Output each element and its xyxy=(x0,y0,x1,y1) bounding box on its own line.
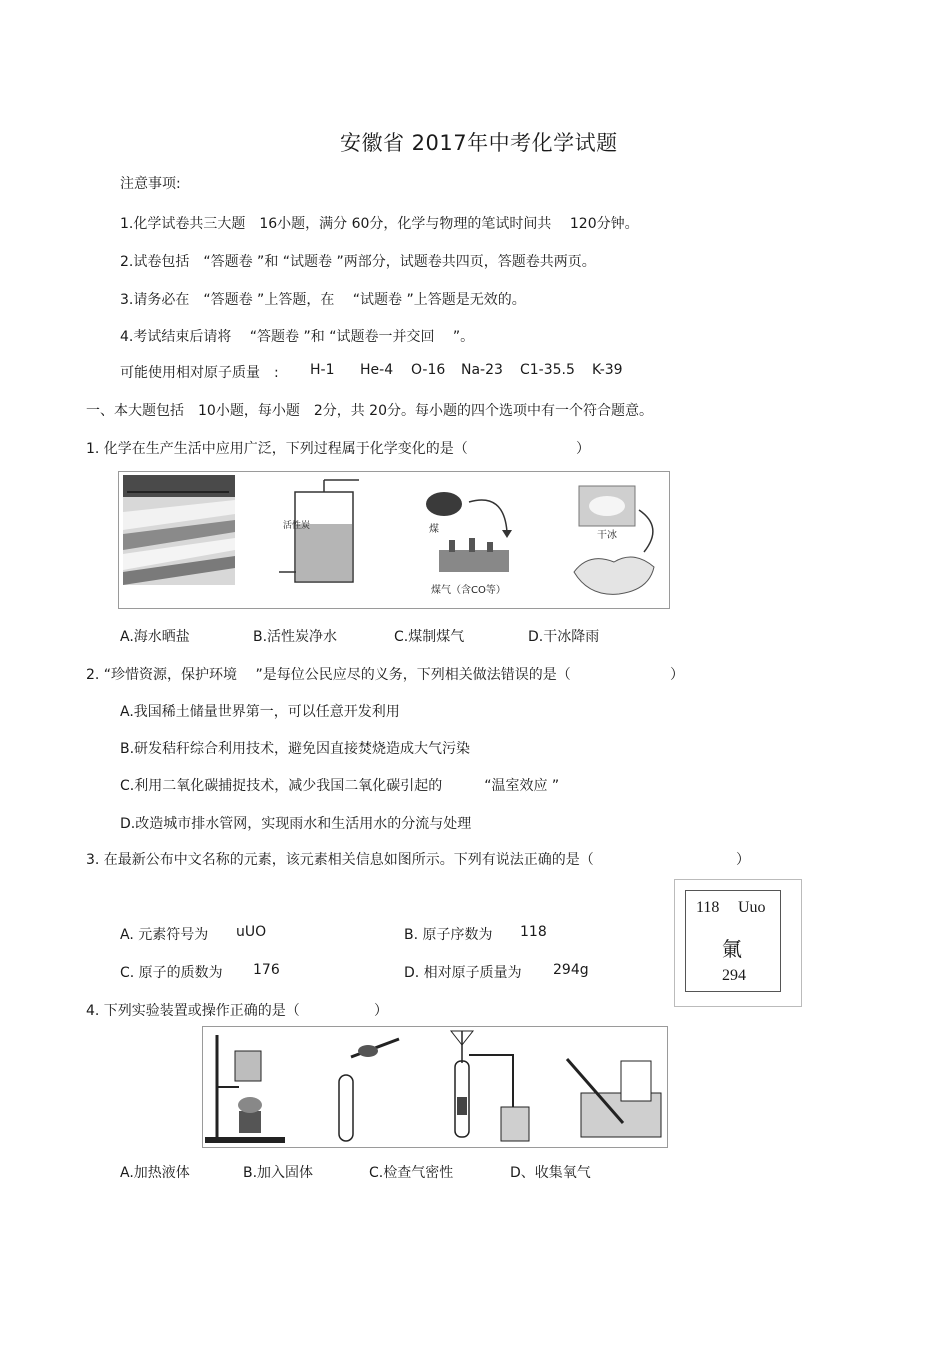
element-mass: 294 xyxy=(722,967,746,984)
coal-label: 煤 xyxy=(429,524,439,535)
q3-option-d-value: 294g xyxy=(553,962,589,978)
q3-option-d-label: D. 相对原子质量为 xyxy=(404,965,522,981)
q1-stem: 1. 化学在生产生活中应用广泛，下列过程属于化学变化的是（ xyxy=(86,441,468,457)
atomic-mass-h: H-1 xyxy=(310,362,335,378)
atomic-mass-o: O-16 xyxy=(411,362,446,378)
q1-option-b: B.活性炭净水 xyxy=(253,629,338,645)
q1-option-c: C.煤制煤气 xyxy=(394,629,465,645)
coal-gas-label: 煤气（含CO等） xyxy=(431,585,506,596)
q3-option-a-label: A. 元素符号为 xyxy=(120,927,209,943)
q4-figure xyxy=(202,1026,668,1148)
q2-option-d: D.改造城市排水管网，实现雨水和生活用水的分流与处理 xyxy=(120,816,472,832)
q1-option-d: D.干冰降雨 xyxy=(528,629,600,645)
q1-option-a: A.海水晒盐 xyxy=(120,629,190,645)
page-title: 安徽省 2017年中考化学试题 xyxy=(340,131,618,155)
atomic-mass-he: He-4 xyxy=(360,362,394,378)
note-item-1: 1.化学试卷共三大题 16小题，满分 60分，化学与物理的笔试时间共 120分钟。 xyxy=(120,216,639,232)
q3-option-b-label: B. 原子序数为 xyxy=(404,927,493,943)
q4-option-a: A.加热液体 xyxy=(120,1165,190,1181)
q2-option-c: C.利用二氧化碳捕捉技术，减少我国二氧化碳引起的 “温室效应 ” xyxy=(120,778,560,794)
q4-option-c: C.检查气密性 xyxy=(369,1165,454,1181)
q3-stem: 3. 在最新公布中文名称的元素，该元素相关信息如图所示。下列有说法正确的是（ xyxy=(86,852,594,868)
q2-option-b: B.研发秸秆综合利用技术，避免因直接焚烧造成大气污染 xyxy=(120,741,471,757)
q4-paren-close: ） xyxy=(374,1003,388,1019)
collecting-oxygen-apparatus xyxy=(567,1059,661,1137)
dry-ice-diagram xyxy=(574,486,654,594)
q4-stem: 4. 下列实验装置或操作正确的是（ xyxy=(86,1003,300,1019)
notes-heading: 注意事项: xyxy=(120,176,181,192)
atomic-mass-na: Na-23 xyxy=(461,362,503,378)
q3-option-b-value: 118 xyxy=(520,924,547,940)
coal-gas-diagram xyxy=(426,492,512,596)
salt-pan-image xyxy=(123,475,235,585)
q3-option-c-value: 176 xyxy=(253,962,280,978)
element-card xyxy=(685,890,781,992)
q2-option-a: A.我国稀土储量世界第一，可以任意开发利用 xyxy=(120,704,400,720)
note-item-4: 4.考试结束后请将 “答题卷 ”和 “试题卷一并交回 ”。 xyxy=(120,329,475,345)
atomic-mass-cl: C1-35.5 xyxy=(520,362,575,378)
adding-solid-apparatus xyxy=(339,1039,399,1141)
element-card-frame xyxy=(674,879,802,1007)
element-number: 118 xyxy=(696,899,720,916)
activated-carbon-filter xyxy=(279,480,359,582)
q1-figure xyxy=(118,471,670,609)
q3-option-a-value: uUO xyxy=(236,924,267,940)
note-item-2: 2.试卷包括 “答题卷 ”和 “试题卷 ”两部分，试题卷共四页，答题卷共两页。 xyxy=(120,254,596,270)
element-symbol: Uuo xyxy=(738,899,766,916)
atomic-masses-label: 可能使用相对原子质量 : xyxy=(120,365,279,381)
note-item-3: 3.请务必在 “答题卷 ”上答题，在 “试题卷 ”上答题是无效的。 xyxy=(120,292,526,308)
section-heading: 一、本大题包括 10小题，每小题 2分，共 20分。每小题的四个选项中有一个符合题意。 xyxy=(86,403,653,419)
heating-liquid-apparatus xyxy=(205,1035,285,1143)
q3-option-c-label: C. 原子的质数为 xyxy=(120,965,223,981)
airtightness-apparatus xyxy=(451,1031,529,1141)
dry-ice-label: 干冰 xyxy=(597,530,617,541)
activated-carbon-label: 活性炭 xyxy=(283,521,311,531)
q1-paren-close: ） xyxy=(576,441,590,457)
element-name: 氭 xyxy=(722,937,742,961)
q4-option-d: D、收集氧气 xyxy=(510,1165,591,1181)
q2-stem: 2. “珍惜资源，保护环境 ”是每位公民应尽的义务，下列相关做法错误的是（ xyxy=(86,667,571,683)
q4-option-b: B.加入固体 xyxy=(243,1165,314,1181)
q3-paren-close: ） xyxy=(736,852,750,868)
atomic-mass-k: K-39 xyxy=(592,362,623,378)
q2-paren-close: ） xyxy=(670,667,684,683)
